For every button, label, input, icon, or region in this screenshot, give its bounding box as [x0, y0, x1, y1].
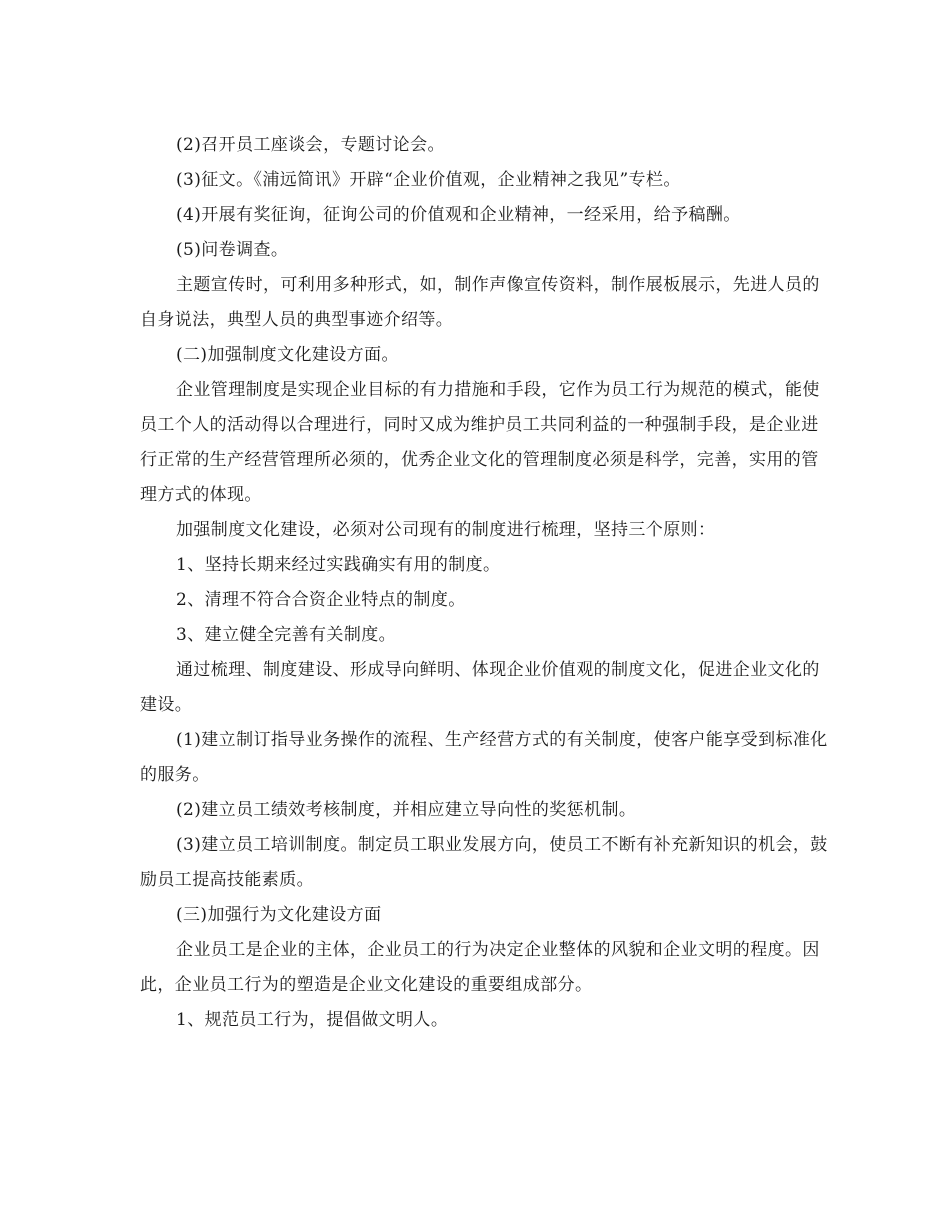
- paragraph-5: 主题宣传时，可利用多种形式，如，制作声像宣传资料，制作展板展示，先进人员的自身说法，典型人员的典型事迹介绍等。: [140, 275, 820, 330]
- paragraph-13: (1)建立制订指导业务操作的流程、生产经营方式的有关制度，使客户能享受到标准化的服务。: [140, 730, 828, 785]
- paragraph-17: 企业员工是企业的主体，企业员工的行为决定企业整体的风貌和企业文明的程度。因此，企业员工行为的塑造是企业文化建设的重要组成部分。: [140, 940, 820, 995]
- paragraph-14: (2)建立员工绩效考核制度，并相应建立导向性的奖惩机制。: [176, 800, 637, 820]
- paragraph-8: 加强制度文化建设，必须对公司现有的制度进行梳理，坚持三个原则：: [176, 520, 716, 540]
- paragraph-3: (4)开展有奖征询，征询公司的价值观和企业精神，一经采用，给予稿酬。: [176, 205, 741, 225]
- paragraph-7: 企业管理制度是实现企业目标的有力措施和手段，它作为员工行为规范的模式，能使员工个人的活动得以合理进行，同时又成为维护员工共同利益的一种强制手段，是企业进行正常的生产经营管理所必须的，优秀企业文化的管理制度必须是科学，完善，实用的管理方式的体现。: [140, 380, 820, 505]
- section-heading-2: (二)加强制度文化建设方面。: [176, 345, 399, 365]
- section-heading-3: (三)加强行为文化建设方面: [176, 905, 382, 925]
- document-body: [140, 128, 830, 1038]
- principle-3: 3、建立健全完善有关制度。: [176, 625, 397, 645]
- paragraph-12: 通过梳理、制度建设、形成导向鲜明、体现企业价值观的制度文化，促进企业文化的建设。: [140, 660, 820, 715]
- paragraph-4: (5)问卷调查。: [176, 240, 289, 260]
- principle-1: 1、坚持长期来经过实践确实有用的制度。: [176, 555, 501, 575]
- paragraph-18: 1、规范员工行为，提倡做文明人。: [176, 1010, 449, 1030]
- paragraph-2: (3)征文。《浦远简讯》开辟“企业价值观，企业精神之我见”专栏。: [176, 170, 681, 190]
- paragraph-1: (2)召开员工座谈会，专题讨论会。: [176, 135, 445, 155]
- paragraph-15: (3)建立员工培训制度。制定员工职业发展方向，使员工不断有补充新知识的机会，鼓励员工提高技能素质。: [140, 835, 828, 890]
- principle-2: 2、清理不符合合资企业特点的制度。: [176, 590, 466, 610]
